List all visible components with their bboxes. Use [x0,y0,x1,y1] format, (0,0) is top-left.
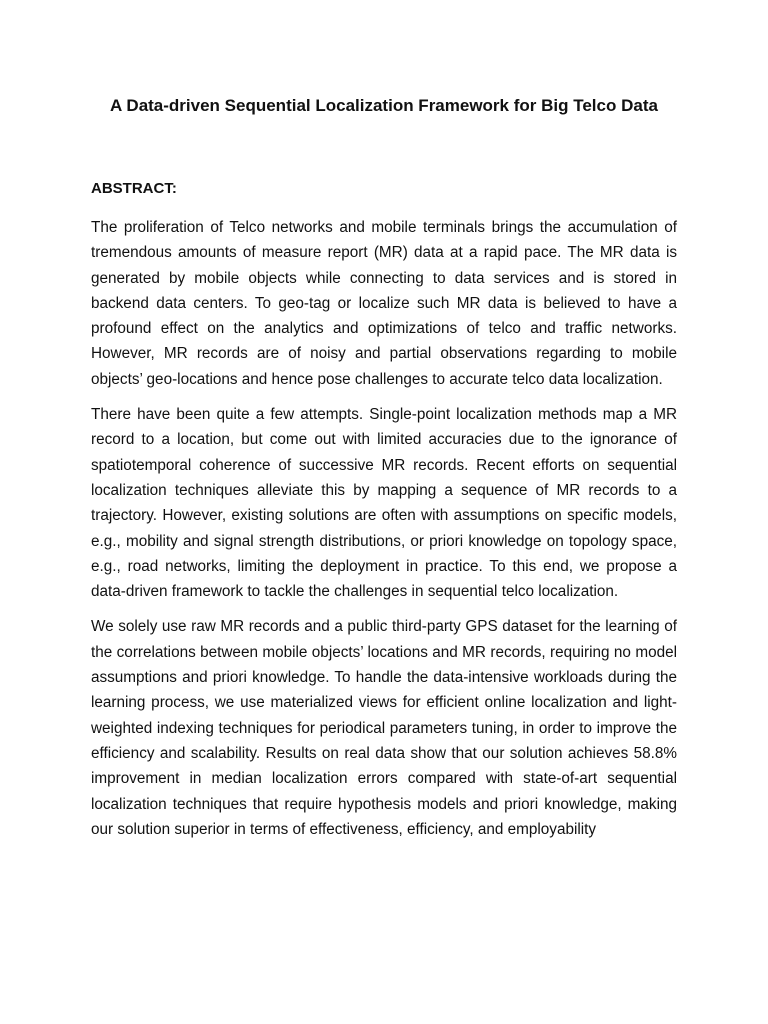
abstract-heading: ABSTRACT: [91,180,177,197]
abstract-paragraph-3: We solely use raw MR records and a public third-party GPS dataset for the learning of the correlations between mobile objects’ locations and MR records, requiring no model assumptions and priori knowledge. To handle the data-intensive workloads during the learning process, we use materialized views for efficient online localization and light-weighted indexing techniques for periodical parameters tuning, in order to improve the efficiency and scalability. Results on real data show that our solution achieves 58.8% improvement in median localization errors compared with state-of-art sequential localization techniques that require hypothesis models and priori knowledge, making our solution superior in terms of effectiveness, efficiency, and employability [91,618,677,838]
abstract-body [91,215,677,852]
document-title: A Data-driven Sequential Localization Framework for Big Telco Data [110,96,658,115]
abstract-paragraph-2: There have been quite a few attempts. Single-point localization methods map a MR record to a location, but come out with limited accuracies due to the ignorance of spatiotemporal coherence of successive MR records. Recent efforts on sequential localization techniques alleviate this by mapping a sequence of MR records to a trajectory. However, existing solutions are often with assumptions on specific models, e.g., mobility and signal strength distributions, or priori knowledge on topology space, e.g., road networks, limiting the deployment in practice. To this end, we propose a data-driven framework to tackle the challenges in sequential telco localization. [91,406,677,601]
abstract-paragraph-1: The proliferation of Telco networks and mobile terminals brings the accumulation of tremendous amounts of measure report (MR) data at a rapid pace. The MR data is generated by mobile objects while connecting to data services and is stored in backend data centers. To geo-tag or localize such MR data is believed to have a profound effect on the analytics and optimizations of telco and traffic networks. However, MR records are of noisy and partial observations regarding to mobile objects’ geo-locations and hence pose challenges to accurate telco data localization. [91,219,677,388]
